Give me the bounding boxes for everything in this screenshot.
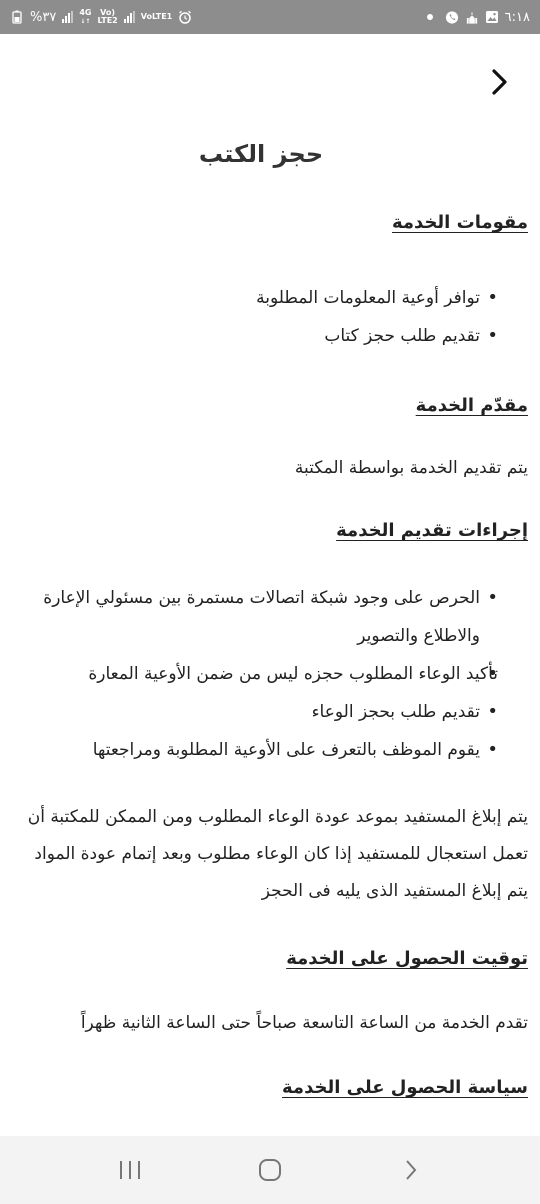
list-item: • تقديم طلب بحجز الوعاء [14, 693, 528, 731]
section-policy [14, 1077, 528, 1098]
whatsapp-icon [445, 10, 459, 24]
home-button[interactable] [240, 1148, 300, 1192]
status-right [427, 10, 530, 25]
system-nav-bar [0, 1136, 540, 1204]
section-heading-policy: سياسة الحصول على الخدمة [282, 1077, 528, 1098]
section-provider [14, 395, 528, 478]
network-label: 4G [79, 7, 92, 17]
recents-icon [117, 1159, 143, 1181]
recents-button[interactable] [100, 1148, 160, 1192]
section-heading-procedures: إجراءات تقديم الخدمة [336, 520, 528, 541]
provider-text: يتم تقديم الخدمة بواسطة المكتبة [294, 458, 528, 478]
section-heading-components: مقومات الخدمة [391, 212, 528, 233]
section-heading-provider: مقدّم الخدمة [415, 395, 528, 416]
section-timing [14, 948, 528, 1033]
list-item: • يقوم الموظف بالتعرف على الأوعية المطلوبة ومراجعتها [14, 731, 528, 769]
list-item: • توافر أوعية المعلومات المطلوبة [14, 279, 528, 317]
status-left [10, 9, 192, 26]
procedures-note: يتم إبلاغ المستفيد بموعد عودة الوعاء المطلوب ومن الممكن للمكتبة أن تعمل استعجال للمستفيد إذا كان الوعاء مطلوب وبعد إتمام عودة المواد يتم إبلاغ المستفيد الذى يليه فى الحجز [27, 807, 528, 901]
clock: ٦:١٨ [504, 9, 530, 25]
list-item: • الحرص على وجود شبكة اتصالات مستمرة بين مسئولي الإعارة والاطلاع والتصوير [14, 579, 528, 655]
gallery-icon [485, 10, 499, 24]
battery-percent: %٣٧ [30, 9, 57, 25]
content [0, 140, 540, 1098]
alarm-icon [178, 10, 192, 24]
section-components [14, 212, 528, 355]
status-bar [0, 0, 540, 34]
volte-2-label: LTE2 [97, 16, 118, 25]
volte-1: VoLTE1 [140, 12, 173, 21]
back-icon [402, 1158, 418, 1182]
mosque-icon [465, 10, 479, 24]
signal-icon-2 [124, 11, 135, 23]
components-list [14, 279, 528, 355]
notification-dot-icon [427, 14, 433, 20]
volte-2: Vo) LTE2 [97, 8, 118, 25]
signal-icon [62, 11, 73, 23]
chevron-right-icon [491, 68, 509, 96]
network-type-4g: 4G ↓↑ [79, 7, 92, 25]
list-item: • تقديم طلب حجز كتاب [14, 317, 528, 355]
back-button[interactable] [484, 64, 516, 100]
section-heading-timing: توقيت الحصول على الخدمة [286, 948, 528, 969]
section-procedures [14, 520, 528, 910]
list-item: • تأكيد الوعاء المطلوب حجزه ليس من ضمن الأوعية المعارة [14, 655, 528, 693]
nav-back-button[interactable] [380, 1148, 440, 1192]
procedures-list [14, 579, 528, 769]
page-title: حجز الكتب [198, 140, 324, 168]
battery-icon [10, 10, 24, 24]
home-icon [258, 1158, 282, 1182]
timing-text: تقدم الخدمة من الساعة التاسعة صباحاً حتى الساعة الثانية ظهراً [80, 1013, 528, 1033]
